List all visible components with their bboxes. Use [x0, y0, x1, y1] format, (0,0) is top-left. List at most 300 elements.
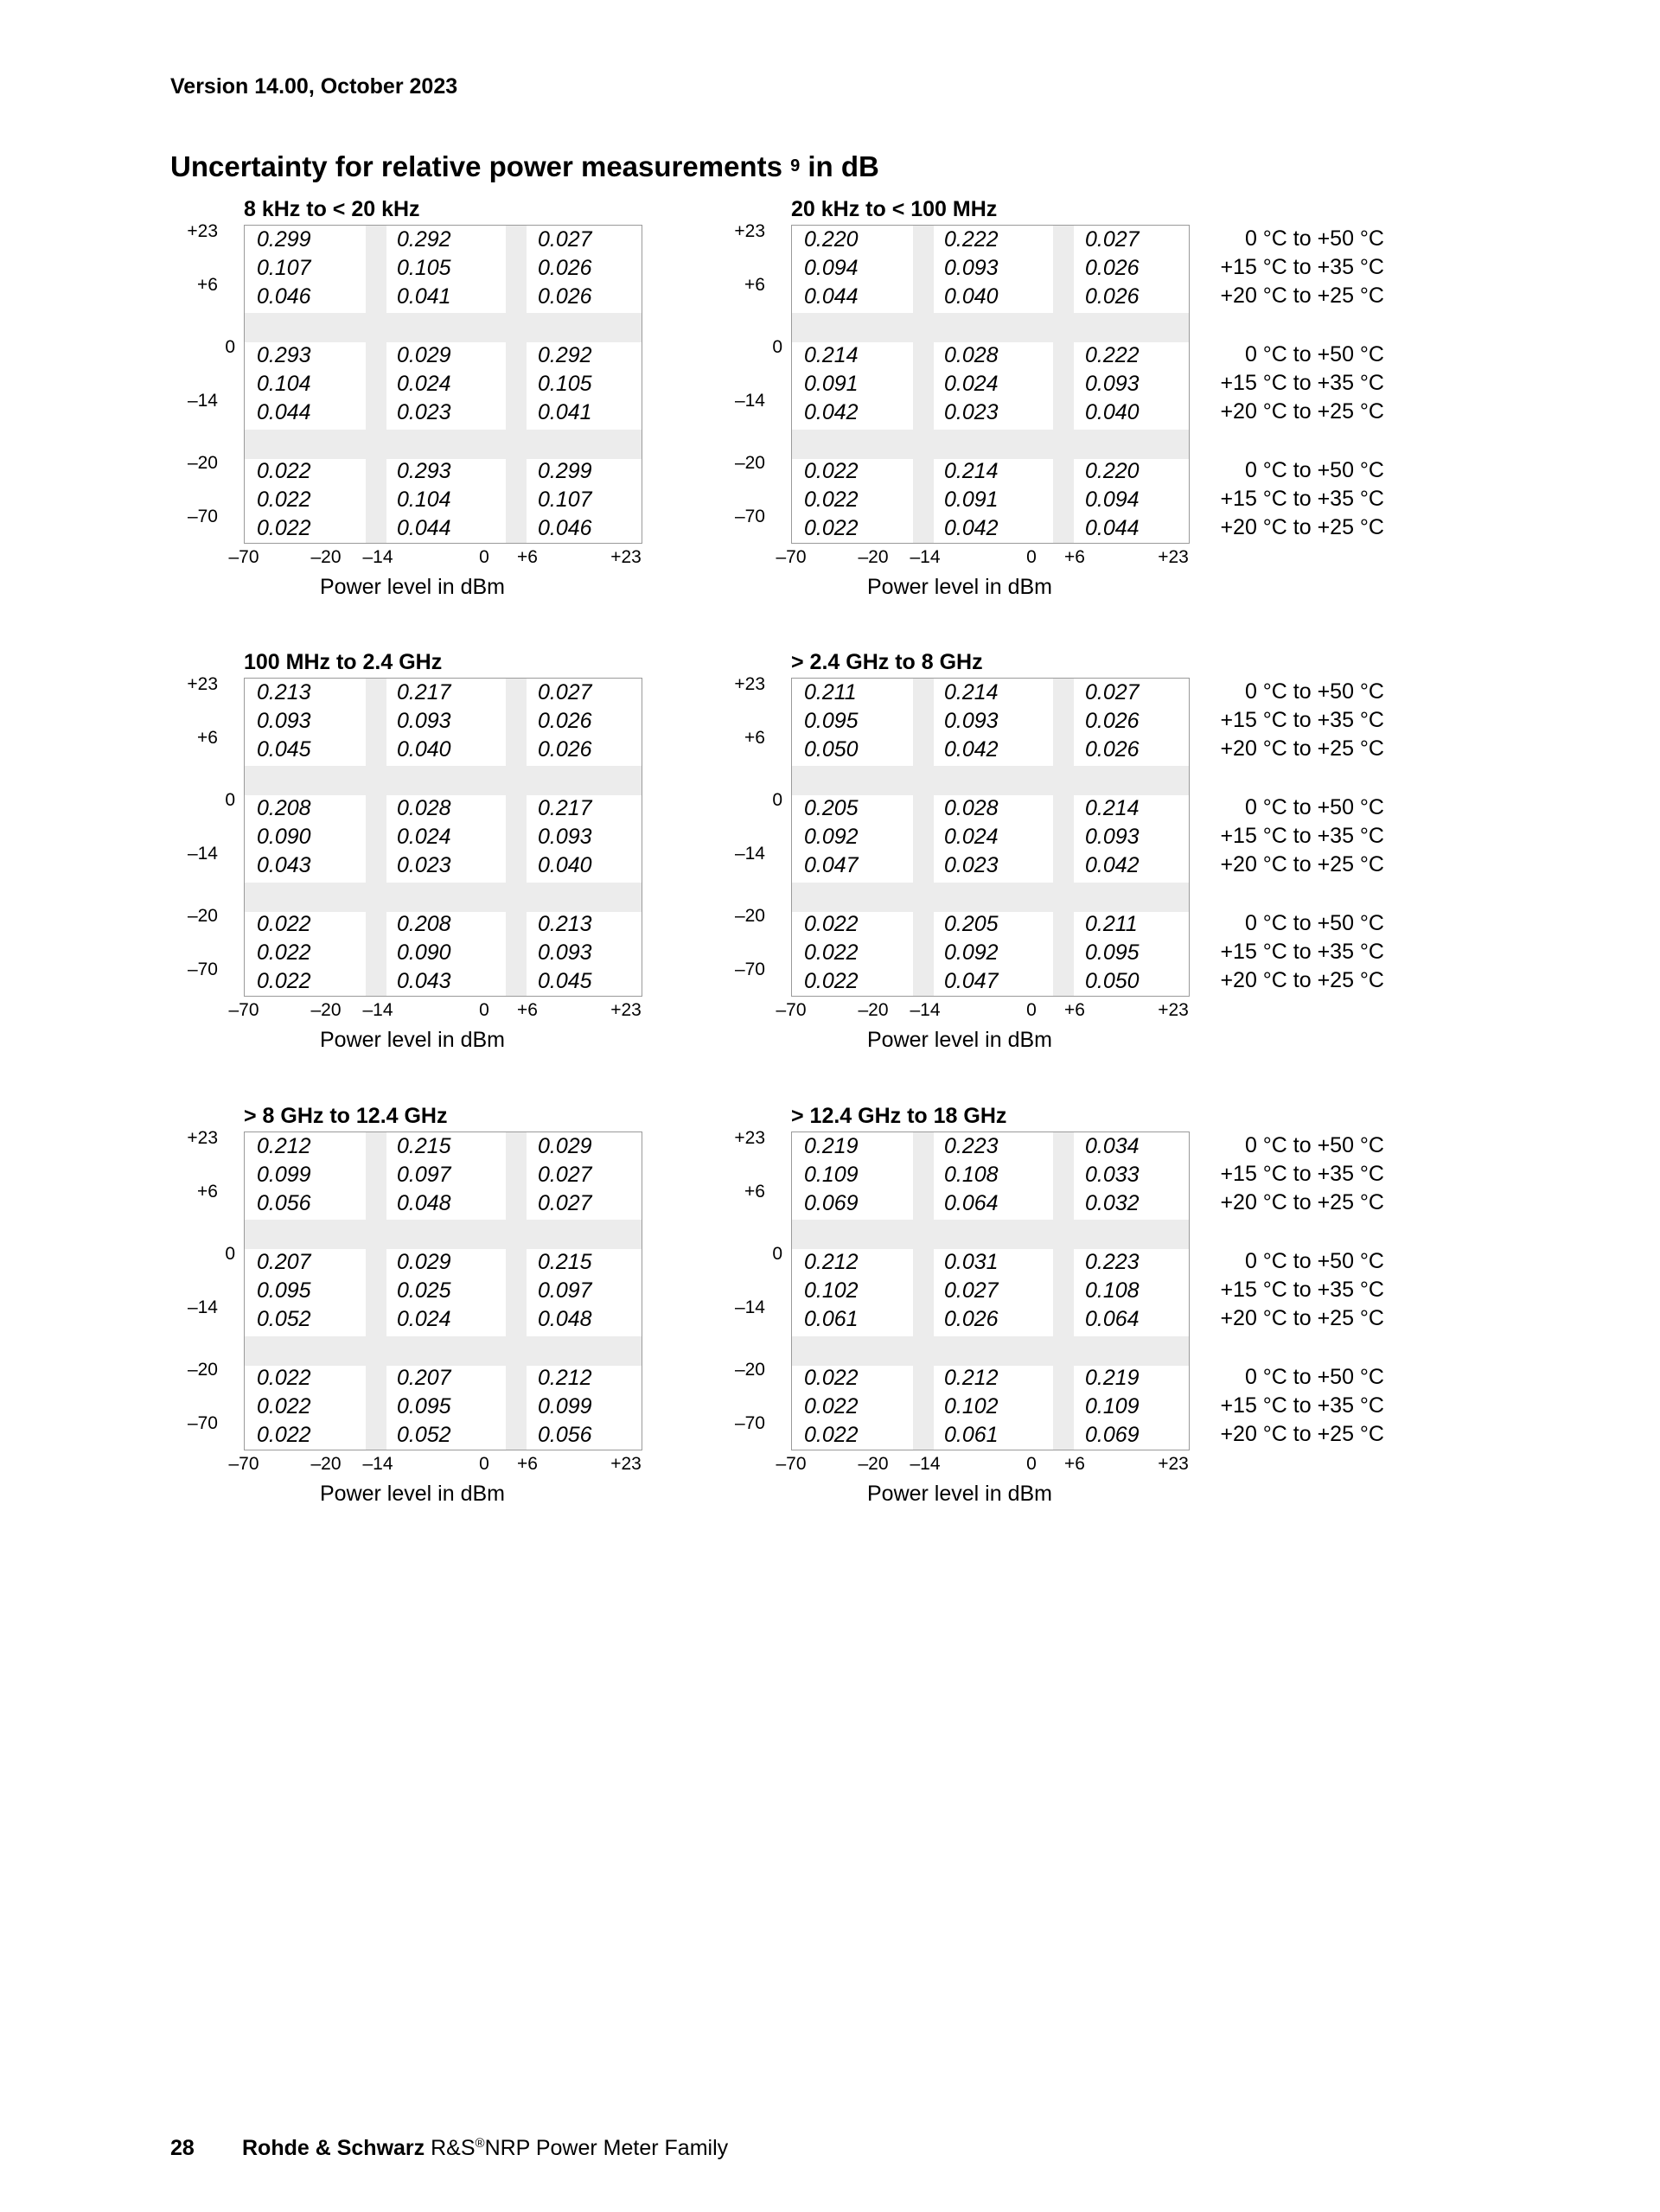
- x-axis-tick: –14: [362, 1000, 393, 1020]
- uncertainty-value: 0.026: [1085, 284, 1140, 309]
- uncertainty-value: 0.024: [944, 825, 999, 849]
- temperature-range-label: 0 °C to +50 °C: [1244, 1133, 1384, 1157]
- y-axis-label: –14: [187, 391, 218, 411]
- uncertainty-value: 0.213: [538, 912, 592, 936]
- temperature-range-label: 0 °C to +50 °C: [1244, 226, 1384, 251]
- temperature-range-label: +15 °C to +35 °C: [1220, 1278, 1384, 1302]
- uncertainty-value: 0.045: [538, 969, 592, 993]
- uncertainty-value: 0.091: [804, 372, 859, 396]
- uncertainty-value: 0.046: [538, 516, 592, 540]
- x-axis-tick: –14: [910, 1454, 941, 1474]
- grid-separator-band: [792, 1220, 1189, 1249]
- x-axis-tick: 0: [1026, 1000, 1037, 1020]
- uncertainty-value: 0.042: [804, 400, 859, 424]
- uncertainty-value: 0.299: [538, 459, 592, 483]
- y-axis-label: –70: [734, 959, 765, 979]
- temperature-range-label: +20 °C to +25 °C: [1220, 1422, 1384, 1446]
- x-axis-tick: +6: [517, 1454, 538, 1474]
- uncertainty-value: 0.108: [1085, 1278, 1140, 1303]
- x-axis-tick: –70: [776, 547, 807, 567]
- uncertainty-value: 0.104: [397, 488, 451, 512]
- uncertainty-value: 0.024: [397, 372, 451, 396]
- uncertainty-value: 0.104: [257, 372, 311, 396]
- uncertainty-value: 0.208: [397, 912, 451, 936]
- x-axis-tick: –20: [310, 547, 342, 567]
- grid-separator-band: [792, 1336, 1189, 1366]
- uncertainty-value: 0.023: [944, 400, 999, 424]
- uncertainty-table-block: [720, 650, 1189, 1056]
- temperature-range-label: +15 °C to +35 °C: [1220, 708, 1384, 732]
- x-axis-title: Power level in dBm: [320, 1028, 505, 1052]
- temperature-range-label: 0 °C to +50 °C: [1244, 679, 1384, 704]
- uncertainty-value: 0.107: [257, 256, 311, 280]
- uncertainty-value: 0.022: [257, 969, 311, 993]
- y-axis-label: +23: [734, 674, 765, 694]
- grid-separator-band: [245, 1220, 642, 1249]
- uncertainty-value: 0.223: [944, 1134, 999, 1158]
- uncertainty-value: 0.094: [804, 256, 859, 280]
- temperature-range-label: 0 °C to +50 °C: [1244, 1249, 1384, 1273]
- temperature-range-label: 0 °C to +50 °C: [1244, 342, 1384, 367]
- uncertainty-value: 0.022: [257, 1394, 311, 1418]
- temperature-range-label: +15 °C to +35 °C: [1220, 1393, 1384, 1418]
- frequency-band-title: > 12.4 GHz to 18 GHz: [791, 1104, 1007, 1128]
- temperature-range-label: +20 °C to +25 °C: [1220, 968, 1384, 992]
- uncertainty-value: 0.022: [804, 1366, 859, 1390]
- uncertainty-value: 0.223: [1085, 1250, 1140, 1274]
- temperature-range-label: +20 °C to +25 °C: [1220, 1190, 1384, 1214]
- uncertainty-value: 0.026: [538, 256, 592, 280]
- x-axis-tick: 0: [479, 547, 489, 567]
- temperature-range-label: +20 °C to +25 °C: [1220, 284, 1384, 308]
- footer-brand: [242, 2136, 728, 2161]
- x-axis-tick: +6: [517, 547, 538, 567]
- frequency-band-title: > 8 GHz to 12.4 GHz: [244, 1104, 448, 1128]
- uncertainty-table-block: [173, 650, 642, 1056]
- grid-separator-band: [1053, 679, 1074, 996]
- uncertainty-value: 0.222: [1085, 343, 1140, 367]
- uncertainty-value: 0.097: [538, 1278, 592, 1303]
- x-axis-tick: 0: [479, 1454, 489, 1474]
- temperature-range-label: +15 °C to +35 °C: [1220, 1162, 1384, 1186]
- uncertainty-value: 0.029: [397, 343, 451, 367]
- x-axis-tick: +23: [1158, 1000, 1189, 1020]
- uncertainty-table-block: [173, 1104, 642, 1510]
- uncertainty-value: 0.061: [944, 1423, 999, 1447]
- uncertainty-value: 0.026: [1085, 256, 1140, 280]
- uncertainty-value: 0.093: [1085, 825, 1140, 849]
- uncertainty-value: 0.046: [257, 284, 311, 309]
- grid-separator-band: [506, 1132, 527, 1450]
- x-axis-tick: +23: [610, 1454, 642, 1474]
- uncertainty-value: 0.023: [944, 853, 999, 877]
- y-axis-label: +6: [197, 1182, 218, 1202]
- temperature-range-label: +15 °C to +35 °C: [1220, 487, 1384, 511]
- uncertainty-value: 0.047: [944, 969, 999, 993]
- uncertainty-value: 0.213: [257, 680, 311, 704]
- uncertainty-value: 0.099: [257, 1163, 311, 1187]
- uncertainty-value: 0.105: [538, 372, 592, 396]
- grid-separator-band: [792, 883, 1189, 912]
- uncertainty-value: 0.215: [397, 1134, 451, 1158]
- x-axis-tick: –70: [776, 1454, 807, 1474]
- uncertainty-value: 0.212: [538, 1366, 592, 1390]
- y-axis-label: +6: [197, 275, 218, 295]
- y-axis-label: 0: [772, 790, 782, 810]
- uncertainty-value: 0.211: [804, 680, 857, 704]
- uncertainty-value: 0.024: [397, 825, 451, 849]
- uncertainty-value: 0.032: [1085, 1191, 1140, 1215]
- uncertainty-value: 0.064: [1085, 1307, 1140, 1331]
- x-axis-tick: –70: [776, 1000, 807, 1020]
- x-axis-tick: +23: [1158, 1454, 1189, 1474]
- y-axis-label: –20: [734, 906, 765, 926]
- title-text: Uncertainty for relative power measurements: [170, 150, 791, 182]
- uncertainty-value: 0.205: [804, 796, 859, 820]
- x-axis-tick: +23: [1158, 547, 1189, 567]
- x-axis-tick: –20: [858, 1000, 889, 1020]
- uncertainty-value: 0.028: [944, 796, 999, 820]
- uncertainty-value: 0.048: [538, 1307, 592, 1331]
- temperature-range-label: +20 °C to +25 °C: [1220, 1306, 1384, 1330]
- uncertainty-value: 0.022: [804, 940, 859, 965]
- grid-separator-band: [792, 430, 1189, 459]
- uncertainty-value: 0.097: [397, 1163, 451, 1187]
- temperature-range-label: +15 °C to +35 °C: [1220, 255, 1384, 279]
- frequency-band-title: 8 kHz to < 20 kHz: [244, 197, 420, 221]
- grid-separator-band: [913, 679, 934, 996]
- document-version: Version 14.00, October 2023: [170, 74, 458, 99]
- uncertainty-value: 0.027: [1085, 227, 1140, 252]
- grid-separator-band: [245, 883, 642, 912]
- uncertainty-value: 0.292: [397, 227, 451, 252]
- uncertainty-value: 0.033: [1085, 1163, 1140, 1187]
- uncertainty-value: 0.023: [397, 400, 451, 424]
- uncertainty-value: 0.045: [257, 737, 311, 762]
- x-axis-title: Power level in dBm: [867, 575, 1052, 599]
- temperature-range-label: 0 °C to +50 °C: [1244, 1365, 1384, 1389]
- y-axis-label: 0: [225, 337, 235, 357]
- grid-separator-band: [1053, 1132, 1074, 1450]
- uncertainty-value: 0.043: [397, 969, 451, 993]
- grid-separator-band: [1053, 226, 1074, 543]
- uncertainty-table-block: [720, 197, 1189, 603]
- uncertainty-value: 0.022: [804, 1423, 859, 1447]
- uncertainty-value: 0.052: [257, 1307, 311, 1331]
- grid-separator-band: [792, 766, 1189, 795]
- temperature-range-label: +15 °C to +35 °C: [1220, 824, 1384, 848]
- uncertainty-value: 0.093: [257, 709, 311, 733]
- uncertainty-value: 0.109: [1085, 1394, 1140, 1418]
- uncertainty-value: 0.044: [804, 284, 859, 309]
- x-axis-tick: –20: [858, 1454, 889, 1474]
- x-axis-tick: 0: [1026, 547, 1037, 567]
- footnote-marker: 9: [790, 156, 801, 175]
- grid-separator-band: [913, 226, 934, 543]
- uncertainty-value: 0.028: [944, 343, 999, 367]
- y-axis-label: –70: [187, 1413, 218, 1433]
- uncertainty-value: 0.029: [538, 1134, 592, 1158]
- uncertainty-value: 0.091: [944, 488, 999, 512]
- uncertainty-value: 0.061: [804, 1307, 859, 1331]
- uncertainty-value: 0.208: [257, 796, 311, 820]
- uncertainty-value: 0.040: [538, 853, 592, 877]
- uncertainty-value: 0.022: [804, 912, 859, 936]
- uncertainty-table-block: [173, 197, 642, 603]
- y-axis-label: +6: [197, 728, 218, 748]
- uncertainty-value: 0.207: [257, 1250, 311, 1274]
- uncertainty-table-block: [720, 1104, 1189, 1510]
- uncertainty-value: 0.090: [397, 940, 451, 965]
- uncertainty-value: 0.040: [944, 284, 999, 309]
- uncertainty-value: 0.219: [804, 1134, 859, 1158]
- x-axis-tick: –70: [228, 1000, 259, 1020]
- uncertainty-value: 0.094: [1085, 488, 1140, 512]
- title-suffix: in dB: [800, 150, 879, 182]
- product-prefix: R&S: [425, 2136, 476, 2160]
- uncertainty-value: 0.022: [257, 516, 311, 540]
- uncertainty-grid: [791, 1131, 1190, 1450]
- x-axis-tick: –14: [910, 1000, 941, 1020]
- uncertainty-value: 0.022: [257, 488, 311, 512]
- temperature-range-label: +15 °C to +35 °C: [1220, 940, 1384, 964]
- x-axis-tick: 0: [479, 1000, 489, 1020]
- y-axis-label: –70: [734, 1413, 765, 1433]
- uncertainty-value: 0.222: [944, 227, 999, 252]
- company-name: Rohde & Schwarz: [242, 2136, 425, 2160]
- uncertainty-value: 0.026: [1085, 737, 1140, 762]
- y-axis-label: +23: [187, 674, 218, 694]
- uncertainty-value: 0.027: [538, 227, 592, 252]
- grid-separator-band: [245, 430, 642, 459]
- frequency-band-title: 100 MHz to 2.4 GHz: [244, 650, 443, 674]
- uncertainty-value: 0.026: [1085, 709, 1140, 733]
- uncertainty-value: 0.107: [538, 488, 592, 512]
- uncertainty-value: 0.095: [1085, 940, 1140, 965]
- uncertainty-value: 0.050: [804, 737, 859, 762]
- y-axis-label: –20: [734, 453, 765, 473]
- uncertainty-value: 0.028: [397, 796, 451, 820]
- y-axis-label: +6: [744, 728, 765, 748]
- uncertainty-value: 0.022: [257, 1366, 311, 1390]
- y-axis-label: –70: [734, 507, 765, 526]
- y-axis-label: –70: [187, 959, 218, 979]
- uncertainty-value: 0.056: [538, 1423, 592, 1447]
- x-axis-tick: +23: [610, 547, 642, 567]
- x-axis-tick: –20: [310, 1000, 342, 1020]
- uncertainty-grid: [244, 1131, 642, 1450]
- x-axis-tick: +6: [1064, 547, 1085, 567]
- x-axis-tick: –20: [310, 1454, 342, 1474]
- uncertainty-value: 0.022: [257, 1423, 311, 1447]
- y-axis-label: +6: [744, 1182, 765, 1202]
- temperature-range-label: +20 °C to +25 °C: [1220, 399, 1384, 424]
- y-axis-label: 0: [225, 1244, 235, 1264]
- y-axis-label: 0: [772, 1244, 782, 1264]
- uncertainty-value: 0.027: [944, 1278, 999, 1303]
- uncertainty-value: 0.048: [397, 1191, 451, 1215]
- y-axis-label: –14: [734, 391, 765, 411]
- uncertainty-value: 0.023: [397, 853, 451, 877]
- uncertainty-grid: [244, 225, 642, 544]
- uncertainty-value: 0.215: [538, 1250, 592, 1274]
- grid-separator-band: [245, 313, 642, 342]
- uncertainty-value: 0.214: [804, 343, 859, 367]
- uncertainty-value: 0.022: [804, 516, 859, 540]
- x-axis-tick: 0: [1026, 1454, 1037, 1474]
- y-axis-label: –20: [187, 453, 218, 473]
- uncertainty-value: 0.027: [538, 680, 592, 704]
- frequency-band-title: 20 kHz to < 100 MHz: [791, 197, 998, 221]
- y-axis-label: +23: [734, 1128, 765, 1148]
- uncertainty-value: 0.027: [1085, 680, 1140, 704]
- uncertainty-value: 0.292: [538, 343, 592, 367]
- uncertainty-value: 0.024: [944, 372, 999, 396]
- uncertainty-value: 0.022: [257, 459, 311, 483]
- uncertainty-grid: [244, 678, 642, 997]
- uncertainty-value: 0.052: [397, 1423, 451, 1447]
- uncertainty-value: 0.220: [804, 227, 859, 252]
- uncertainty-value: 0.293: [397, 459, 451, 483]
- y-axis-label: +23: [187, 221, 218, 241]
- y-axis-label: –20: [187, 906, 218, 926]
- y-axis-label: 0: [772, 337, 782, 357]
- uncertainty-value: 0.207: [397, 1366, 451, 1390]
- uncertainty-value: 0.090: [257, 825, 311, 849]
- uncertainty-value: 0.212: [257, 1134, 311, 1158]
- uncertainty-value: 0.042: [1085, 853, 1140, 877]
- uncertainty-value: 0.093: [944, 709, 999, 733]
- uncertainty-value: 0.026: [538, 737, 592, 762]
- uncertainty-value: 0.069: [804, 1191, 859, 1215]
- uncertainty-value: 0.027: [538, 1163, 592, 1187]
- grid-separator-band: [366, 226, 386, 543]
- uncertainty-value: 0.095: [804, 709, 859, 733]
- y-axis-label: –14: [187, 1297, 218, 1317]
- y-axis-label: +6: [744, 275, 765, 295]
- temperature-range-label: 0 °C to +50 °C: [1244, 458, 1384, 482]
- uncertainty-value: 0.205: [944, 912, 999, 936]
- uncertainty-value: 0.095: [397, 1394, 451, 1418]
- uncertainty-value: 0.041: [397, 284, 451, 309]
- uncertainty-value: 0.093: [944, 256, 999, 280]
- uncertainty-value: 0.293: [257, 343, 311, 367]
- uncertainty-value: 0.219: [1085, 1366, 1140, 1390]
- grid-separator-band: [913, 1132, 934, 1450]
- uncertainty-value: 0.042: [944, 516, 999, 540]
- uncertainty-value: 0.022: [804, 969, 859, 993]
- uncertainty-value: 0.099: [538, 1394, 592, 1418]
- uncertainty-value: 0.043: [257, 853, 311, 877]
- uncertainty-value: 0.212: [944, 1366, 999, 1390]
- uncertainty-value: 0.109: [804, 1163, 859, 1187]
- uncertainty-value: 0.214: [944, 680, 999, 704]
- grid-separator-band: [506, 226, 527, 543]
- y-axis-label: –14: [734, 844, 765, 864]
- page-number: 28: [170, 2136, 195, 2160]
- uncertainty-value: 0.217: [538, 796, 592, 820]
- uncertainty-value: 0.211: [1085, 912, 1138, 936]
- y-axis-label: –14: [187, 844, 218, 864]
- y-axis-label: 0: [225, 790, 235, 810]
- x-axis-title: Power level in dBm: [867, 1482, 1052, 1506]
- temperature-range-label: +20 °C to +25 °C: [1220, 515, 1384, 539]
- uncertainty-value: 0.095: [257, 1278, 311, 1303]
- uncertainty-value: 0.022: [257, 912, 311, 936]
- uncertainty-value: 0.027: [538, 1191, 592, 1215]
- uncertainty-value: 0.034: [1085, 1134, 1140, 1158]
- uncertainty-value: 0.093: [1085, 372, 1140, 396]
- grid-separator-band: [506, 679, 527, 996]
- x-axis-tick: –14: [910, 547, 941, 567]
- uncertainty-value: 0.108: [944, 1163, 999, 1187]
- uncertainty-value: 0.299: [257, 227, 311, 252]
- product-name: NRP Power Meter Family: [484, 2136, 729, 2160]
- uncertainty-value: 0.022: [804, 488, 859, 512]
- temperature-range-label: 0 °C to +50 °C: [1244, 911, 1384, 935]
- temperature-range-label: +20 °C to +25 °C: [1220, 852, 1384, 877]
- uncertainty-value: 0.102: [804, 1278, 859, 1303]
- y-axis-label: +23: [187, 1128, 218, 1148]
- frequency-band-title: > 2.4 GHz to 8 GHz: [791, 650, 983, 674]
- x-axis-tick: –70: [228, 1454, 259, 1474]
- uncertainty-value: 0.029: [397, 1250, 451, 1274]
- x-axis-tick: +6: [1064, 1454, 1085, 1474]
- uncertainty-value: 0.064: [944, 1191, 999, 1215]
- uncertainty-value: 0.026: [538, 284, 592, 309]
- temperature-range-label: 0 °C to +50 °C: [1244, 795, 1384, 819]
- x-axis-tick: +6: [1064, 1000, 1085, 1020]
- uncertainty-value: 0.050: [1085, 969, 1140, 993]
- x-axis-tick: –14: [362, 1454, 393, 1474]
- x-axis-tick: –70: [228, 547, 259, 567]
- uncertainty-value: 0.026: [944, 1307, 999, 1331]
- uncertainty-value: 0.044: [397, 516, 451, 540]
- uncertainty-value: 0.093: [397, 709, 451, 733]
- uncertainty-value: 0.105: [397, 256, 451, 280]
- y-axis-label: +23: [734, 221, 765, 241]
- uncertainty-value: 0.022: [804, 459, 859, 483]
- y-axis-label: –70: [187, 507, 218, 526]
- uncertainty-value: 0.022: [804, 1394, 859, 1418]
- uncertainty-value: 0.031: [944, 1250, 999, 1274]
- y-axis-label: –14: [734, 1297, 765, 1317]
- uncertainty-value: 0.102: [944, 1394, 999, 1418]
- uncertainty-value: 0.093: [538, 940, 592, 965]
- uncertainty-value: 0.056: [257, 1191, 311, 1215]
- uncertainty-value: 0.093: [538, 825, 592, 849]
- uncertainty-value: 0.025: [397, 1278, 451, 1303]
- x-axis-tick: +23: [610, 1000, 642, 1020]
- uncertainty-value: 0.040: [397, 737, 451, 762]
- grid-separator-band: [366, 679, 386, 996]
- uncertainty-value: 0.212: [804, 1250, 859, 1274]
- y-axis-label: –20: [187, 1360, 218, 1380]
- x-axis-title: Power level in dBm: [320, 1482, 505, 1506]
- uncertainty-value: 0.217: [397, 680, 451, 704]
- x-axis-title: Power level in dBm: [867, 1028, 1052, 1052]
- uncertainty-value: 0.022: [257, 940, 311, 965]
- x-axis-tick: –20: [858, 547, 889, 567]
- uncertainty-value: 0.092: [804, 825, 859, 849]
- uncertainty-value: 0.040: [1085, 400, 1140, 424]
- x-axis-tick: –14: [362, 547, 393, 567]
- uncertainty-value: 0.092: [944, 940, 999, 965]
- grid-separator-band: [792, 313, 1189, 342]
- uncertainty-value: 0.044: [257, 400, 311, 424]
- uncertainty-value: 0.024: [397, 1307, 451, 1331]
- uncertainty-value: 0.214: [1085, 796, 1140, 820]
